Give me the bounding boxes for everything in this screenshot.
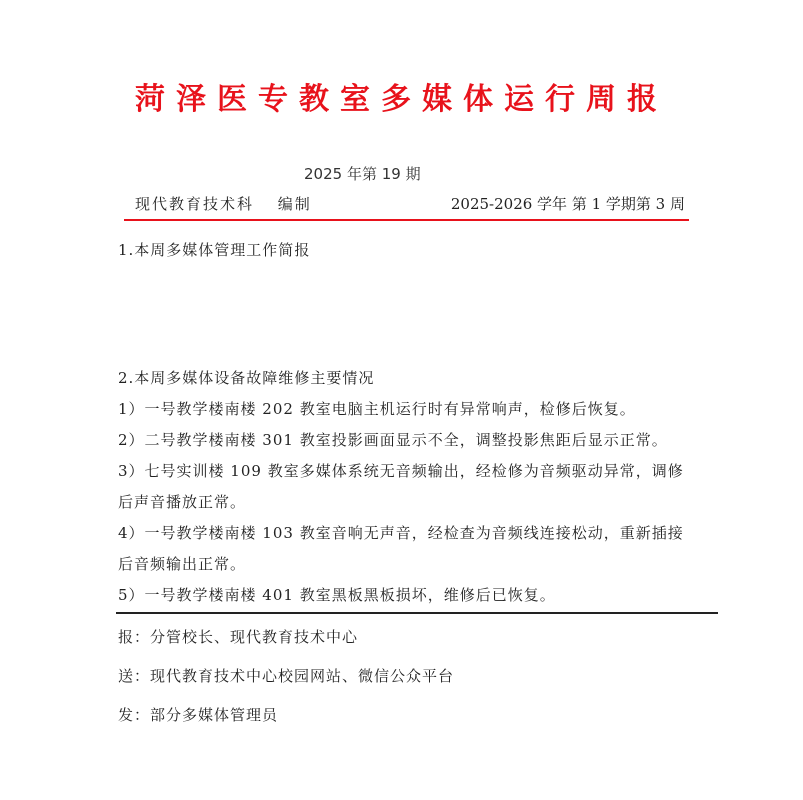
repair-item-1: 1）一号教学楼南楼 202 教室电脑主机运行时有异常响声，检修后恢复。	[118, 400, 636, 418]
report-title: 菏泽医专教室多媒体运行周报	[135, 82, 668, 117]
repair-item-3: 3）七号实训楼 109 教室多媒体系统无音频输出，经检修为音频驱动异常，调修	[118, 462, 684, 480]
send-to-line: 送：现代教育技术中心校园网站、微信公众平台	[118, 667, 455, 685]
repair-item-3-cont: 后声音播放正常。	[118, 493, 247, 511]
header-red-divider	[124, 219, 689, 221]
editor-line: 现代教育技术科 编制	[135, 195, 312, 213]
repair-item-2: 2）二号教学楼南楼 301 教室投影画面显示不全，调整投影焦距后显示正常。	[118, 431, 668, 449]
report-to-line: 报：分管校长、现代教育技术中心	[118, 628, 359, 646]
repair-item-4-cont: 后音频输出正常。	[118, 555, 247, 573]
issue-number: 2025 年第 19 期	[304, 165, 421, 183]
section-2-heading: 2.本周多媒体设备故障维修主要情况	[118, 369, 375, 387]
term-line: 2025-2026 学年 第 1 学期第 3 周	[450, 195, 685, 213]
repair-item-4: 4）一号教学楼南楼 103 教室音响无声音，经检查为音频线连接松动，重新插接	[118, 524, 684, 542]
section-1-heading: 1.本周多媒体管理工作简报	[118, 241, 311, 259]
repair-item-5: 5）一号教学楼南楼 401 教室黑板黑板损坏，维修后已恢复。	[118, 586, 556, 604]
footer-divider	[116, 612, 718, 614]
issue-to-line: 发：部分多媒体管理员	[118, 706, 279, 724]
